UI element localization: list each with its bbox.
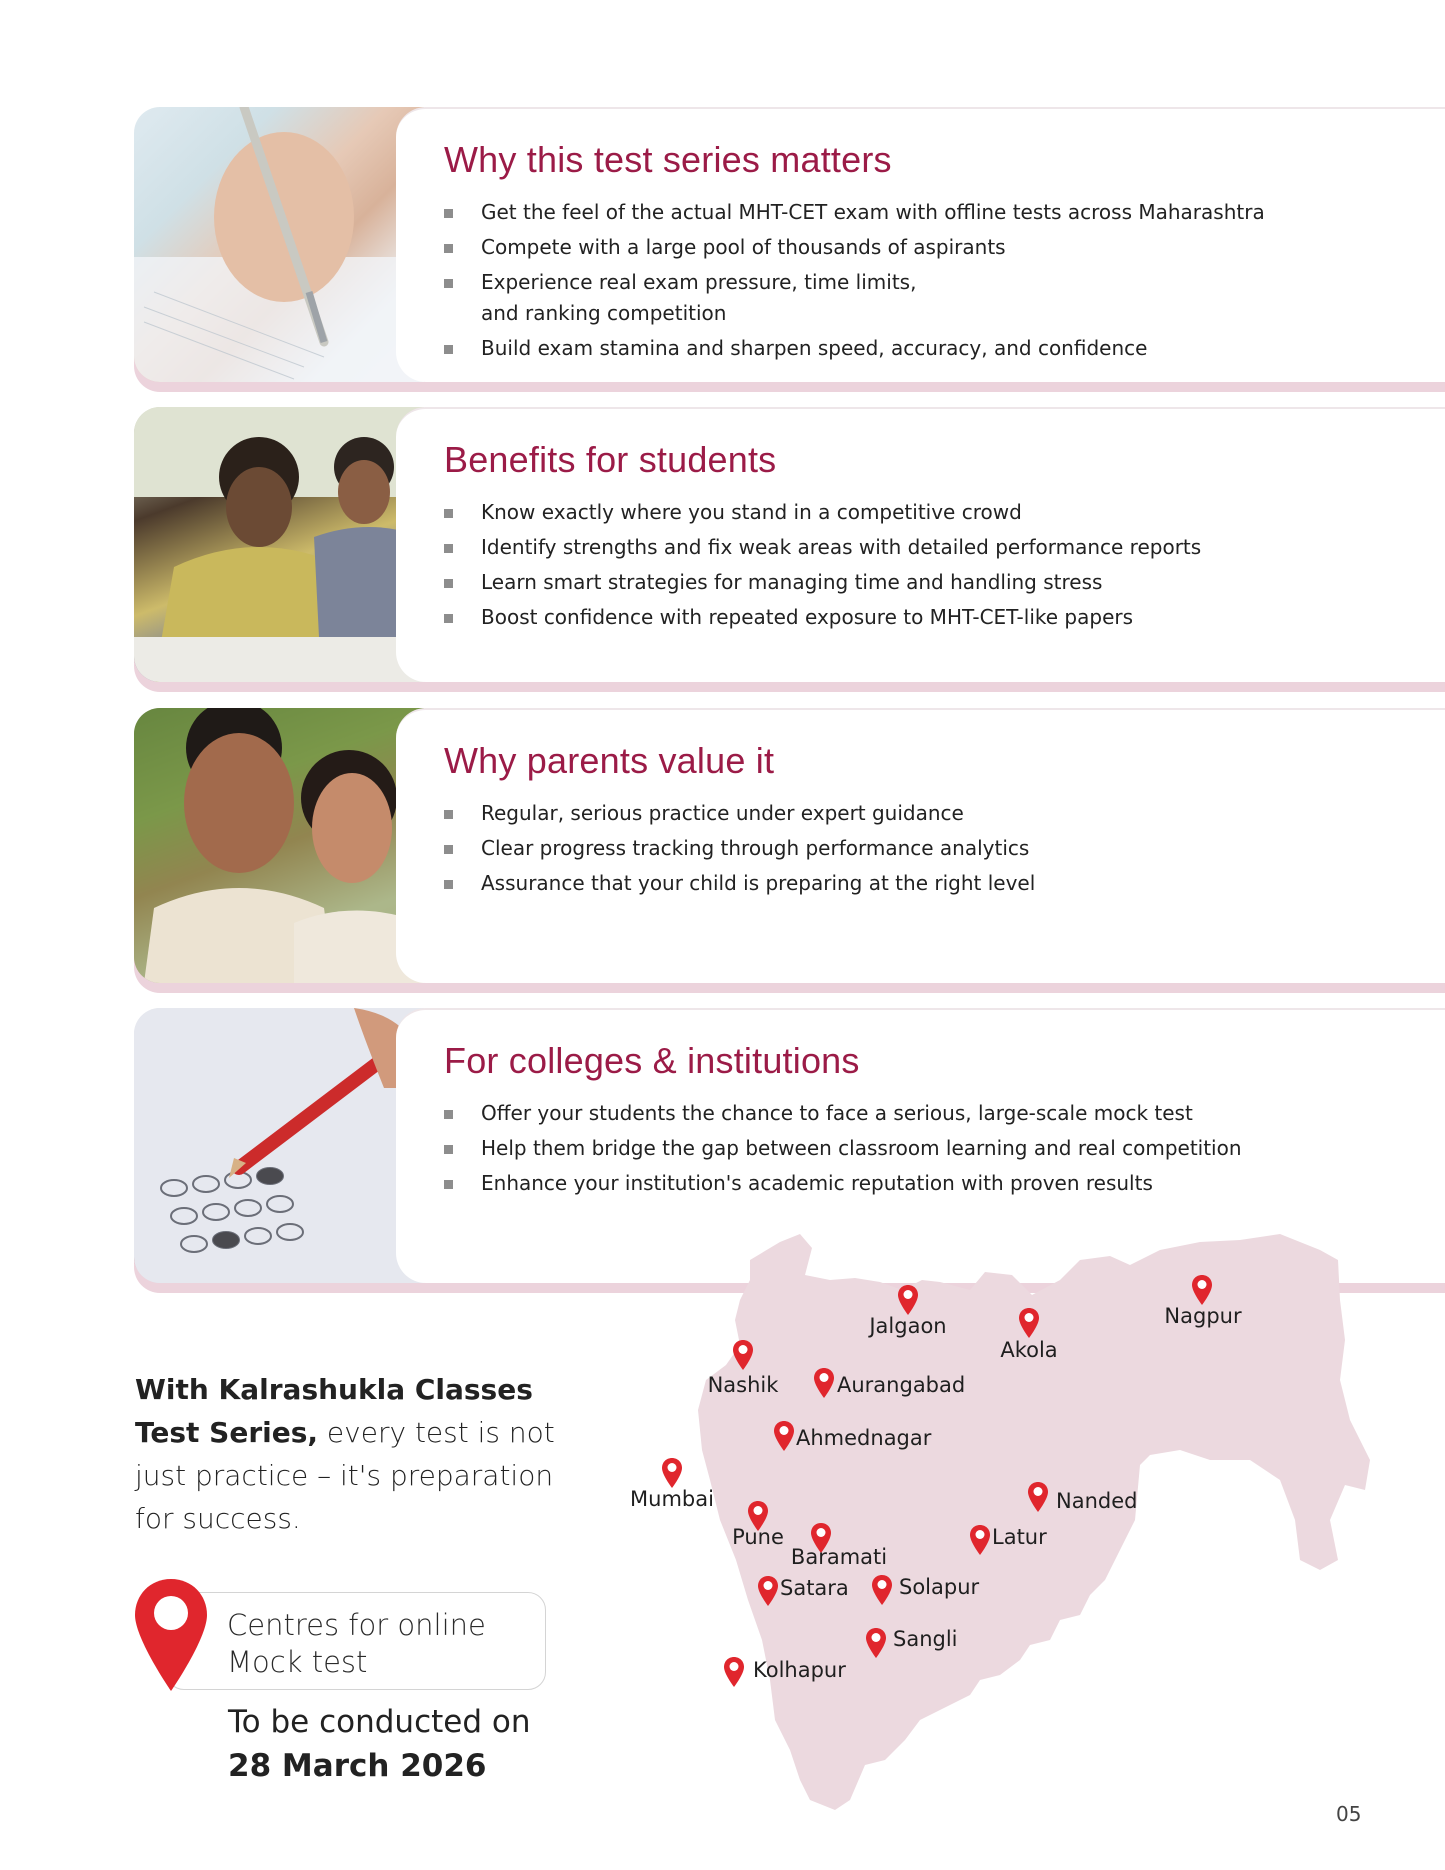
map-pin-icon [661, 1457, 683, 1489]
map-city-label: Nanded [1056, 1489, 1138, 1513]
bullet-list [444, 197, 1265, 368]
map-pin-icon [897, 1284, 919, 1316]
map-pin-icon [865, 1627, 887, 1659]
info-card-why-matters [134, 107, 1445, 392]
bullet-item: Know exactly where you stand in a competitive crowd [444, 497, 1201, 528]
callout-line-1: Centres for online [227, 1608, 486, 1642]
bullet-item: Identify strengths and fix weak areas with detailed performance reports [444, 532, 1201, 563]
photo-smiling-parents [134, 708, 424, 983]
callout-line-2: Mock test [227, 1645, 368, 1679]
map-pin-icon [1018, 1307, 1040, 1339]
bullet-list [444, 497, 1201, 637]
schedule-label: To be conducted on [228, 1704, 531, 1740]
map-pin-icon [813, 1367, 835, 1399]
card-content-panel [396, 407, 1445, 682]
map-pin-icon [871, 1574, 893, 1606]
bullet-list [444, 1098, 1242, 1203]
tagline [135, 1368, 585, 1540]
photo-student-writing [134, 107, 424, 382]
schedule [228, 1700, 531, 1788]
map-city-label: Pune [732, 1525, 784, 1549]
bullet-item: Enhance your institution's academic reputation with proven results [444, 1168, 1242, 1199]
map-city-label: Jalgaon [869, 1314, 947, 1338]
bullet-text-continued: and ranking competition [481, 301, 727, 325]
map-pin-icon [969, 1524, 991, 1556]
bullet-item: Boost confidence with repeated exposure to MHT-CET-like papers [444, 602, 1201, 633]
page-number: 05 [1336, 1802, 1362, 1826]
photo-students-exam [134, 407, 424, 682]
map-pin-icon [1191, 1274, 1213, 1306]
bullet-item: Clear progress tracking through performance analytics [444, 833, 1035, 864]
map-pin-icon [723, 1656, 745, 1688]
map-city-label: Satara [780, 1576, 849, 1600]
centres-callout-box [166, 1592, 546, 1690]
pen-illustration [134, 107, 424, 382]
parents-illustration [134, 708, 424, 983]
map-city-label: Nagpur [1164, 1304, 1242, 1328]
card-title: Benefits for students [444, 439, 777, 480]
bullet-list [444, 798, 1035, 903]
bullet-item: Regular, serious practice under expert guidance [444, 798, 1035, 829]
map-city-label: Mumbai [630, 1487, 714, 1511]
map-city-label: Ahmednagar [796, 1426, 932, 1450]
bullet-item: Assurance that your child is preparing at the right level [444, 868, 1035, 899]
bullet-item: Help them bridge the gap between classroom learning and real competition [444, 1133, 1242, 1164]
card-title: Why parents value it [444, 740, 775, 781]
map-city-label: Aurangabad [837, 1373, 966, 1397]
card-content-panel [396, 708, 1445, 983]
card-title: Why this test series matters [444, 139, 892, 180]
map-pin-icon [773, 1420, 795, 1452]
maharashtra-map [630, 1220, 1380, 1820]
location-pin-icon [133, 1577, 209, 1693]
card-content-panel [396, 107, 1445, 382]
info-card-parents-value [134, 708, 1445, 993]
map-pin-icon [732, 1339, 754, 1371]
bullet-item: Build exam stamina and sharpen speed, accuracy, and confidence [444, 333, 1265, 364]
map-pin-icon [1027, 1481, 1049, 1513]
map-city-label: Akola [1000, 1338, 1058, 1362]
students-illustration [134, 407, 424, 682]
bullet-item: Offer your students the chance to face a serious, large-scale mock test [444, 1098, 1242, 1129]
bullet-item [444, 267, 1265, 329]
map-city-label: Sangli [893, 1627, 958, 1651]
map-city-label: Kolhapur [753, 1658, 846, 1682]
schedule-date: 28 March 2026 [228, 1748, 487, 1784]
bullet-item: Get the feel of the actual MHT-CET exam with offline tests across Maharashtra [444, 197, 1265, 228]
map-city-label: Solapur [899, 1575, 980, 1599]
photo-omr-sheet [134, 1008, 424, 1283]
map-city-label: Latur [992, 1525, 1047, 1549]
bullet-item: Compete with a large pool of thousands of aspirants [444, 232, 1265, 263]
omr-illustration [134, 1008, 424, 1283]
bullet-text: Experience real exam pressure, time limits, [481, 270, 917, 294]
map-city-label: Nashik [707, 1373, 779, 1397]
card-title: For colleges & institutions [444, 1040, 860, 1081]
map-pin-icon [757, 1575, 779, 1607]
tagline-rest: every test is not just practice – it's preparation for success. [135, 1416, 555, 1535]
bullet-item: Learn smart strategies for managing time and handling stress [444, 567, 1201, 598]
info-card-benefits-students [134, 407, 1445, 692]
tagline-bold: With Kalrashukla Classes Test Series, [135, 1373, 533, 1449]
callout-text [227, 1607, 486, 1681]
map-city-label: Baramati [790, 1545, 888, 1569]
